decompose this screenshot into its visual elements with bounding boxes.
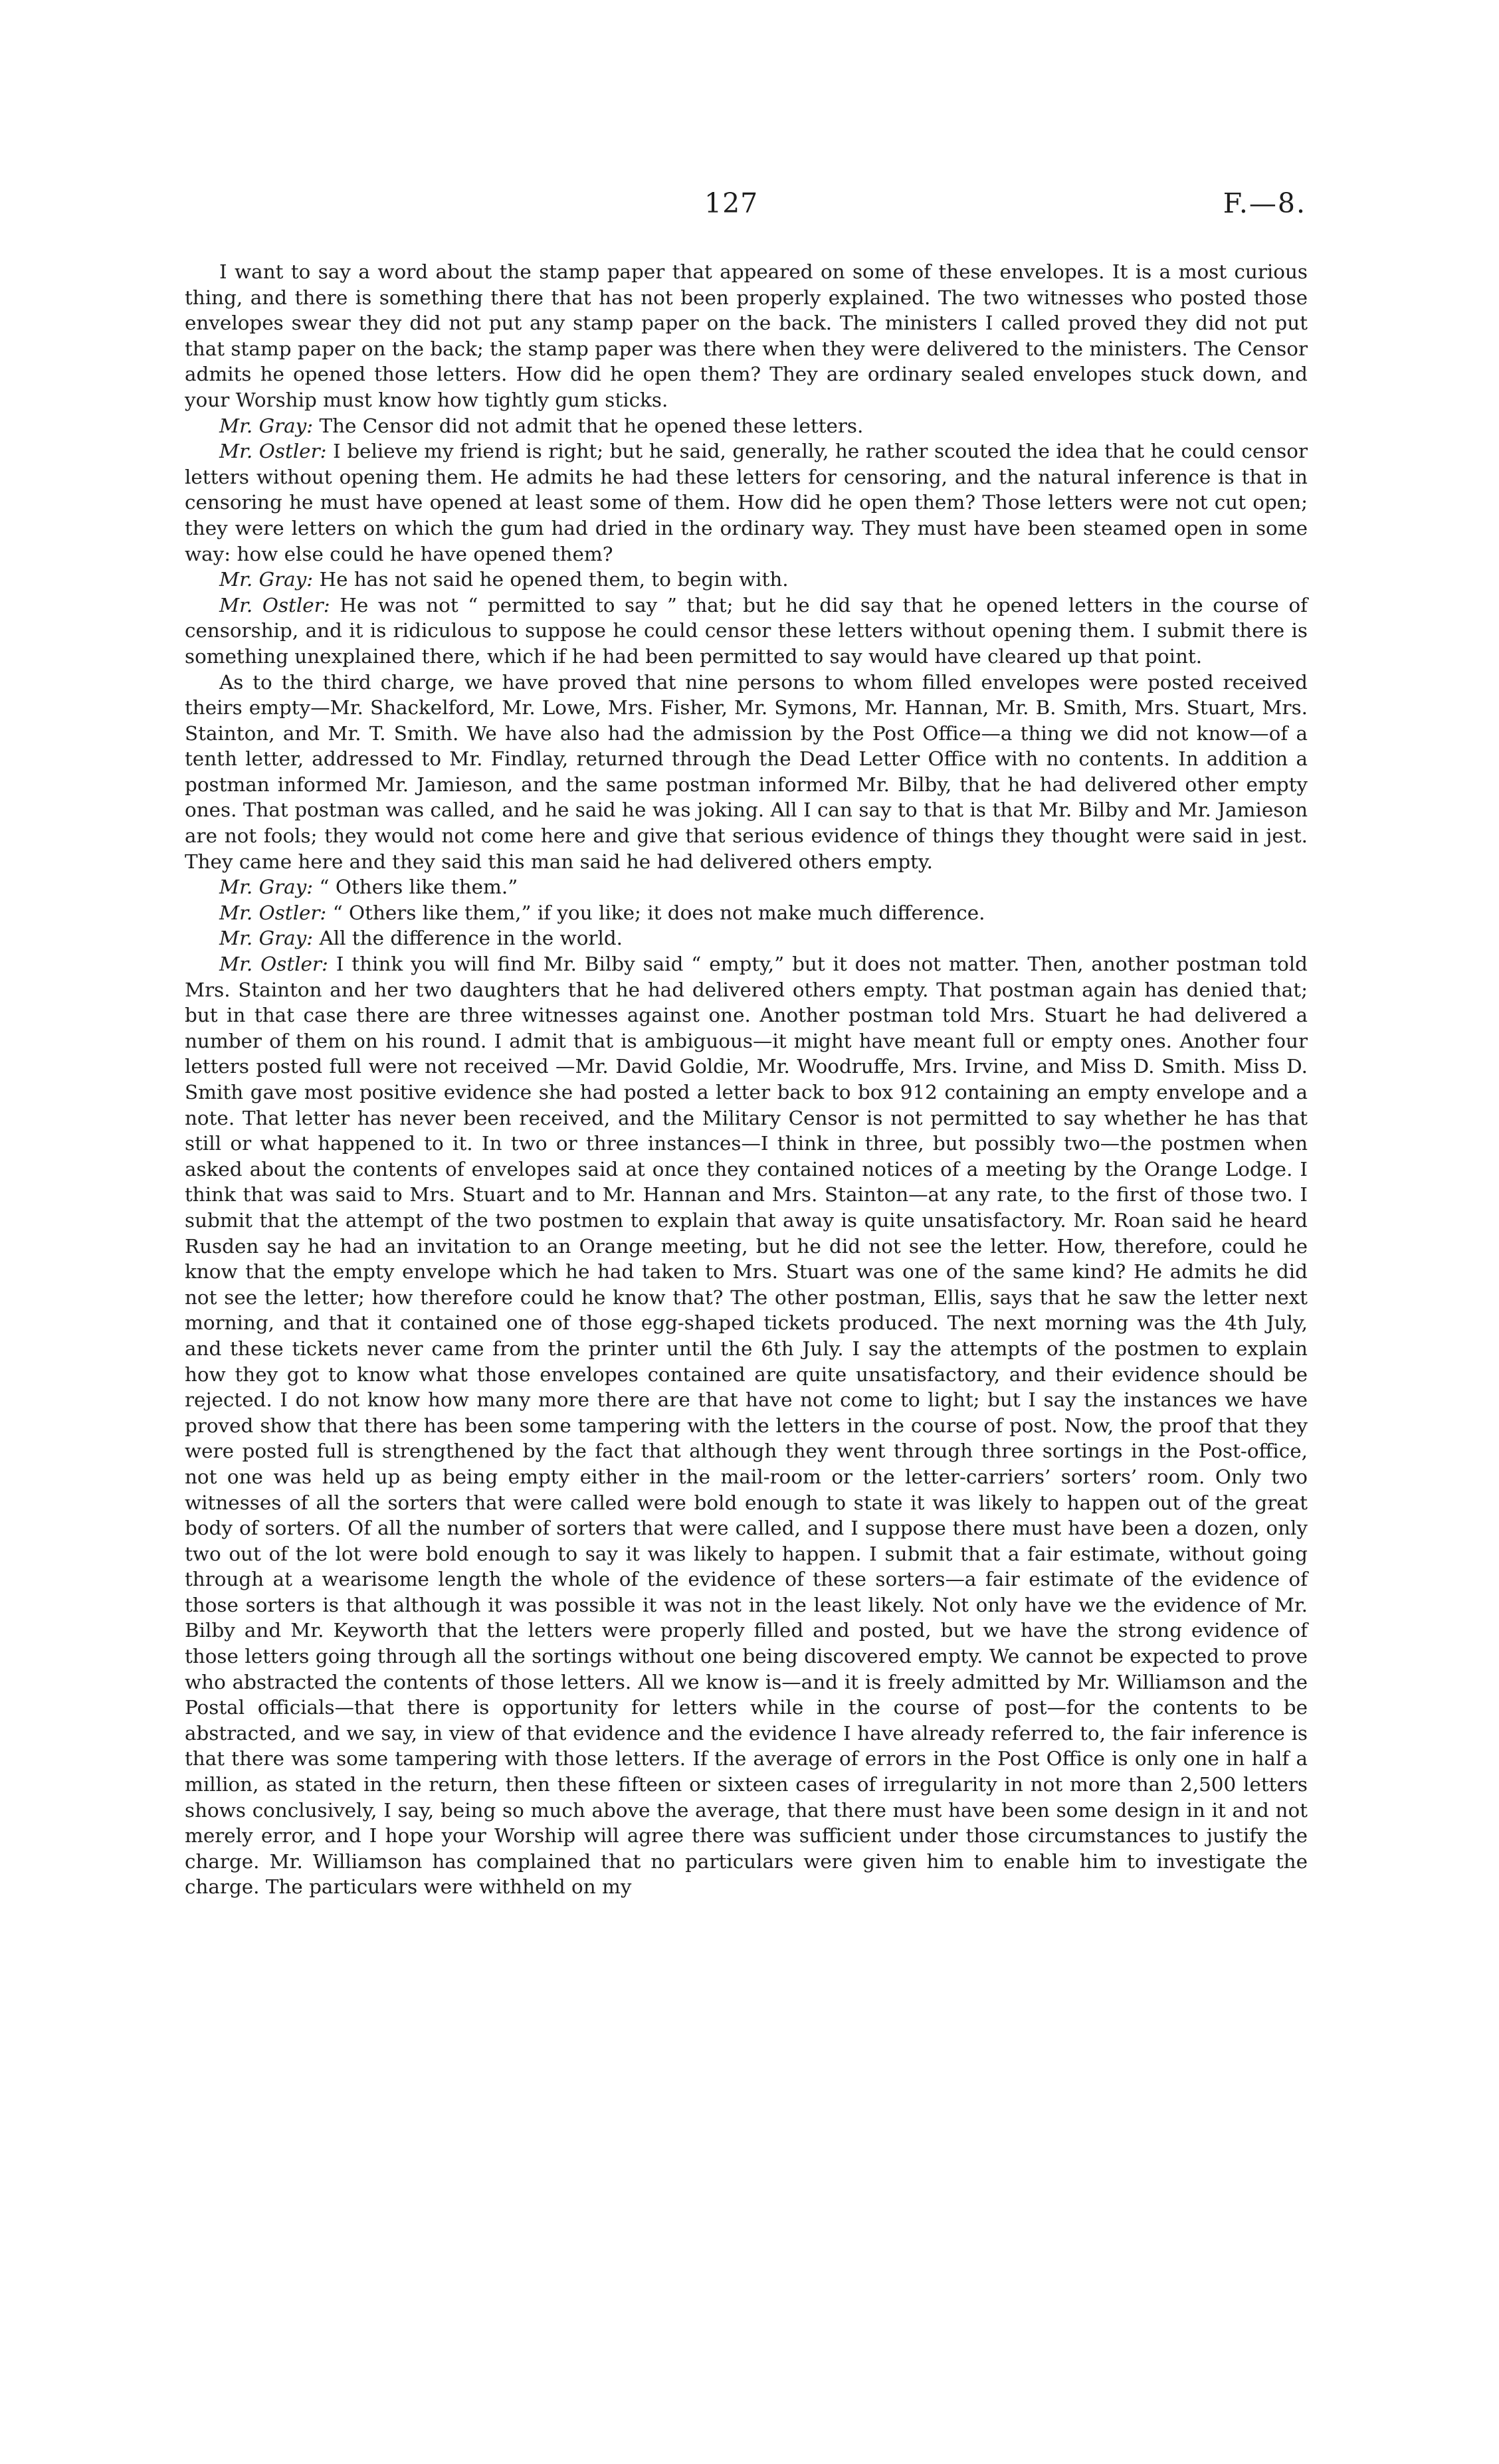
speaker-name: Mr. Gray:: [219, 876, 314, 899]
speaker-name: Mr. Ostler:: [219, 901, 327, 924]
paragraph: [185, 900, 1308, 926]
paragraph: [185, 413, 1308, 439]
paragraph-text: “ Others like them.”: [319, 876, 518, 899]
speaker-name: Mr. Gray:: [219, 927, 314, 950]
speaker-name: Mr. Gray:: [219, 568, 314, 591]
paragraph: [185, 951, 1308, 1900]
paragraph: [185, 438, 1308, 567]
paragraph: [185, 567, 1308, 593]
paragraph-text: He has not said he opened them, to begin with.: [319, 568, 789, 591]
paragraph-text: I want to say a word about the stamp paper that appeared on some of these envelopes. It is a most curious thing, and there is something there that has not been properly explained. The two witnesses who posted those envelopes swear they did not put any stamp paper on the back. The ministers I called proved they did not put that stamp paper on the back; the stamp paper was there when they were delivered to the ministers. The Censor admits he opened those letters. How did he open them? They are ordinary sealed envelopes stuck down, and your Worship must know how tightly gum sticks.: [185, 260, 1308, 411]
speaker-name: Mr. Ostler:: [219, 953, 328, 976]
paragraph-text: “ Others like them,” if you like; it does not make much difference.: [332, 901, 985, 924]
document-reference: F.—8.: [1223, 187, 1306, 219]
speaker-name: Mr. Ostler:: [219, 593, 330, 616]
paragraph: [185, 593, 1308, 670]
paragraph-text: I believe my friend is right; but he said, generally, he rather scouted the idea that he could censor letters without opening them. He admits he had these letters for censoring, and the natural inference is that in censoring he must have opened at least some of them. How did he open them? Those letters were not cut open; they were letters on which the gum had dried in the ordinary way. They must have been steamed open in some way: how else could he have opened them?: [185, 440, 1308, 565]
paragraph: [185, 670, 1308, 875]
paragraph: [185, 925, 1308, 951]
paragraph: [185, 259, 1308, 413]
speaker-name: Mr. Ostler:: [219, 440, 327, 463]
paragraph-text: The Censor did not admit that he opened these letters.: [319, 414, 864, 437]
page-number: 127: [704, 187, 759, 219]
paragraph: [185, 874, 1308, 900]
body-text: [185, 259, 1308, 1900]
paragraph-text: I think you will find Mr. Bilby said “ empty,” but it does not matter. Then, another postman told Mrs. Stainton and her two daughters that he had delivered others empty. That postman again has denied that; but in that case there are three witnesses against one. Another postman told Mrs. Stuart he had delivered a number of them on his round. I admit that is ambiguous—it might have meant full or empty ones. Another four letters posted full were not received —Mr. David Goldie, Mr. Woodruffe, Mrs. Irvine, and Miss D. Smith. Miss D. Smith gave most positive evidence she had posted a letter back to box 912 containing an empty envelope and a note. That letter has never been received, and the Military Censor is not permitted to say whether he has that still or what happened to it. In two or three instances—I think in three, but possibly two—the postmen when asked about the contents of envelopes said at once they contained notices of a meeting by the Orange Lodge. I think that was said to Mrs. Stuart and to Mr. Hannan and Mrs. Stainton—at any rate, to the first of those two. I submit that the attempt of the two postmen to explain that away is quite unsatisfactory. Mr. Roan said he heard Rusden say he had an invitation to an Orange meeting, but he did not see the letter. How, therefore, could he know that the empty envelope which he had taken to Mrs. Stuart was one of the same kind? He admits he did not see the letter; how therefore could he know that? The other postman, Ellis, says that he saw the letter next morning, and that it contained one of those egg-shaped tickets produced. The next morning was the 4th July, and these tickets never came from the printer until the 6th July. I say the attempts of the postmen to explain how they got to know what those envelopes contained are quite unsatisfactory, and their evidence should be rejected. I do not know how many more there are that have not come to light; but I say the instances we have proved show that there has been some tampering with the letters in the course of post. Now, the proof that they were posted full is strengthened by the fact that although they went through three sortings in the Post-office, not one was held up as being empty either in the mail-room or the letter-carriers’ sorters’ room. Only two witnesses of all the sorters that were called were bold enough to state it was likely to happen out of the great body of sorters. Of all the number of sorters that were called, and I suppose there must have been a dozen, only two out of the lot were bold enough to say it was likely to happen. I submit that a fair estimate, without going through at a wearisome length the whole of the evidence of these sorters—a fair estimate of the evidence of those sorters is that although it was possible it was not in the least likely. Not only have we the evidence of Mr. Bilby and Mr. Keyworth that the letters were properly filled and posted, but we have the strong evidence of those letters going through all the sortings without one being discovered empty. We cannot be expected to prove who abstracted the contents of those letters. All we know is—and it is freely admitted by Mr. Williamson and the Postal officials—that there is opportunity for letters while in the course of post—for the contents to be abstracted, and we say, in view of that evidence and the evidence I have already referred to, the fair inference is that there was some tampering with those letters. If the average of errors in the Post Office is only one in half a million, as stated in the return, then these fifteen or sixteen cases of irregularity in not more than 2,500 letters shows conclusively, I say, being so much above the average, that there must have been some design in it and not merely error, and I hope your Worship will agree there was sufficient under those circumstances to justify the charge. Mr. Williamson has complained that no particulars were given him to enable him to investigate the charge. The particulars were withheld on my: [185, 953, 1308, 1899]
paragraph-text: He was not “ permitted to say ” that; but he did say that he opened letters in the course of censorship, and it is ridiculous to suppose he could censor these letters without opening them. I submit there is something unexplained there, which if he had been permitted to say would have cleared up that point.: [185, 593, 1308, 668]
paragraph-text: All the difference in the world.: [319, 927, 623, 950]
paragraph-text: As to the third charge, we have proved that nine persons to whom filled envelopes were posted received theirs empty—Mr. Shackelford, Mr. Lowe, Mrs. Fisher, Mr. Symons, Mr. Hannan, Mr. B. Smith, Mrs. Stuart, Mrs. Stainton, and Mr. T. Smith. We have also had the admission by the Post Office—a thing we did not know—of a tenth letter, addressed to Mr. Findlay, returned through the Dead Letter Office with no contents. In addition a postman informed Mr. Jamieson, and the same postman informed Mr. Bilby, that he had delivered other empty ones. That postman was called, and he said he was joking. All I can say to that is that Mr. Bilby and Mr. Jamieson are not fools; they would not come here and give that serious evidence of things they thought were said in jest. They came here and they said this man said he had delivered others empty.: [185, 670, 1308, 873]
page-header: [0, 187, 1499, 227]
speaker-name: Mr. Gray:: [219, 414, 314, 437]
